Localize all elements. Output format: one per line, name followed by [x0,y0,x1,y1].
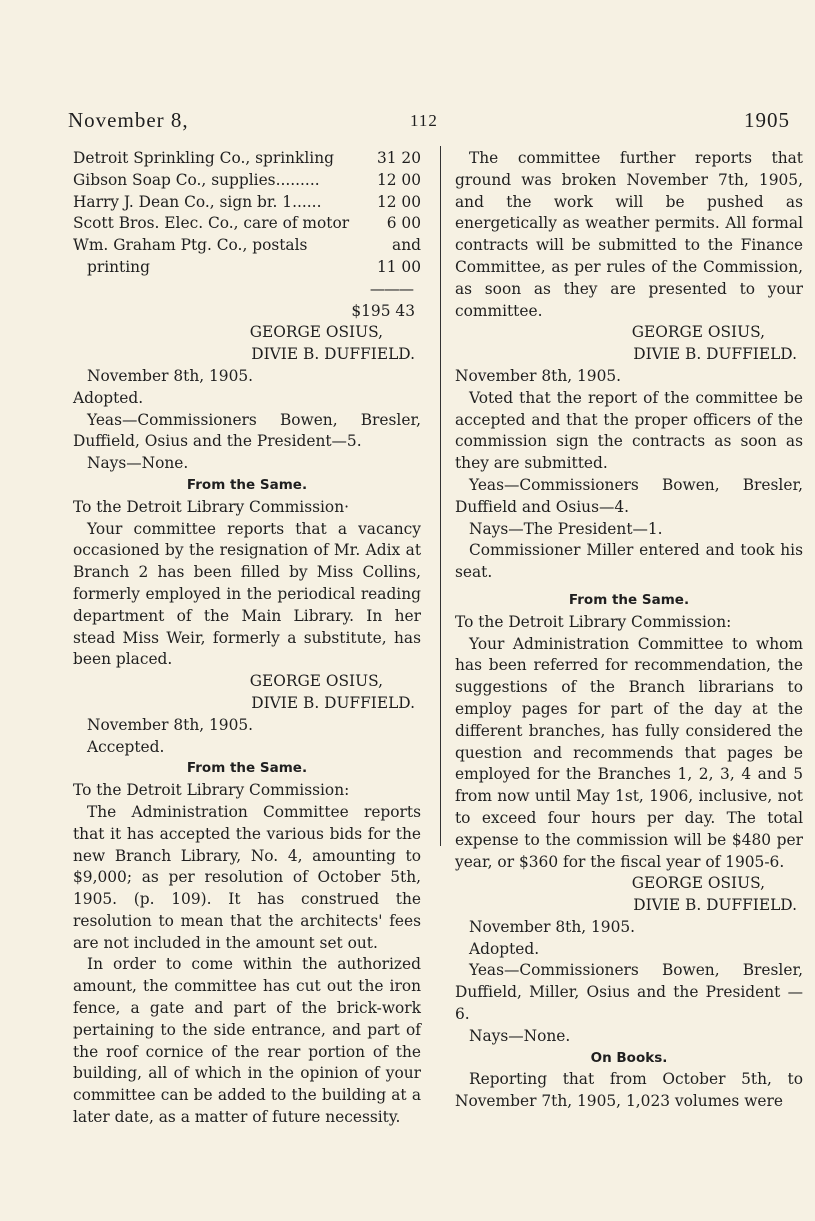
signature-name: GEORGE OSIUS, [249,323,383,342]
column-divider [440,146,441,846]
account-desc: Gibson Soap Co., supplies......... [73,170,320,189]
yeas-vote: Yeas—Commissioners Bowen, Bresler, Duffield, Osius and the President—5. [73,410,421,451]
account-amount: 12 00 [376,170,421,189]
account-row [73,235,421,257]
account-desc: Detroit Sprinkling Co., sprinkling [73,149,334,167]
account-amount: 31 20 [376,149,421,167]
account-row [73,170,421,192]
account-row [73,192,421,214]
nays-vote: Nays—The President—1. [469,519,663,538]
report-paragraph: Your committee reports that a vacancy occasioned by the resignation of Mr. Adix at Branch 2 has been filled by Miss Collins, formerly employed in the periodical reading department of the Main Library. In her stead Miss Weir, formerly a substitute, has been placed. [73,519,421,669]
nays-vote: Nays—None. [87,454,189,473]
report-date: November 8th, 1905. [455,366,622,385]
account-desc: Harry J. Dean Co., sign br. 1...... [73,192,322,211]
account-amount: and [392,236,421,255]
header-year: 1905 [744,108,790,132]
nays-vote: Nays—None. [469,1026,571,1045]
signature-name: DIVIE B. DUFFIELD. [251,693,415,712]
account-amount: 6 00 [386,214,421,233]
total-rule: ——— [369,279,413,298]
report-paragraph: Reporting that from October 5th, to November 7th, 1905, 1,023 volumes were [455,1070,803,1111]
section-heading: From the Same. [186,760,308,777]
signature-name: DIVIE B. DUFFIELD. [251,345,415,364]
header-date: November 8, [68,108,189,132]
section-heading: On Books. [590,1049,668,1066]
report-paragraph: In order to come within the authorized amount, the committee has cut out the iron fence, a gate and part of the brick-work pertaining to the side entrance, and part of the roof cornice of the rear portion of the building, all of which in the opinion of your committee can be added to the building at a later date, as a matter of future necessity. [73,955,421,1127]
miller-note: Commissioner Miller entered and took his seat. [455,541,803,582]
signature-name: DIVIE B. DUFFIELD. [633,345,797,364]
page-number: 112 [410,111,438,130]
account-amount: 11 00 [376,257,421,276]
right-column [455,148,803,1113]
salutation: To the Detroit Library Commission· [73,497,349,516]
adopted-note: Adopted. [73,388,144,407]
account-desc: printing [87,257,150,276]
report-date: November 8th, 1905. [469,917,636,936]
report-date: November 8th, 1905. [87,715,254,734]
salutation: To the Detroit Library Commission: [73,781,350,800]
report-paragraph: Your Administration Committee to whom has been referred for recommendation, the suggestions of the Branch librarians to employ pages for part of the day at the different branches, has fully considered the question and recommends that pages be employed for the Branches 1, 2, 3, 4 and 5 from now until May 1st, 1906, inclusive, not to exceed four hours per day. The total expense to the commission will be $480 per year, or $360 for the fiscal year of 1905-6. [455,634,803,871]
adopted-note: Adopted. [469,939,540,958]
account-total: $195 43 [351,301,415,320]
account-desc: Scott Bros. Elec. Co., care of motor [73,214,350,233]
motion-text: Voted that the report of the committee be accepted and that the proper officers of the commission sign the contracts as soon as they are submitted. [455,388,803,473]
account-amount: 12 00 [376,192,421,211]
salutation: To the Detroit Library Commission: [455,612,732,631]
signature-name: GEORGE OSIUS, [631,874,765,893]
signature-name: DIVIE B. DUFFIELD. [633,896,797,915]
section-heading: From the Same. [568,591,690,608]
accepted-note: Accepted. [87,737,165,756]
yeas-vote: Yeas—Commissioners Bowen, Bresler, Duffield and Osius—4. [455,475,803,516]
page-header [68,108,790,138]
account-row [73,213,421,235]
report-date: November 8th, 1905. [87,366,254,385]
account-row [73,148,421,170]
section-heading: From the Same. [186,476,308,493]
report-paragraph: The Administration Committee reports that it has accepted the various bids for the new Branch Library, No. 4, amounting to $9,000; as per resolution of October 5th, 1905. (p. 109). It has construed the resolution to mean that the architects' fees are not included in the amount set out. [73,802,421,952]
signature-name: GEORGE OSIUS, [631,323,765,342]
report-paragraph: The committee further reports that ground was broken November 7th, 1905, and the work will be pushed as energetically as weather permits. All formal contracts will be submitted to the Finance Committee, as per rules of the Commission, as soon as they are presented to your committee. [455,149,803,320]
yeas-vote: Yeas—Commissioners Bowen, Bresler, Duffield, Miller, Osius and the President —6. [455,961,803,1024]
account-desc: Wm. Graham Ptg. Co., postals [73,236,308,255]
left-column [73,148,421,1129]
signature-name: GEORGE OSIUS, [249,672,383,691]
account-row [73,257,421,279]
